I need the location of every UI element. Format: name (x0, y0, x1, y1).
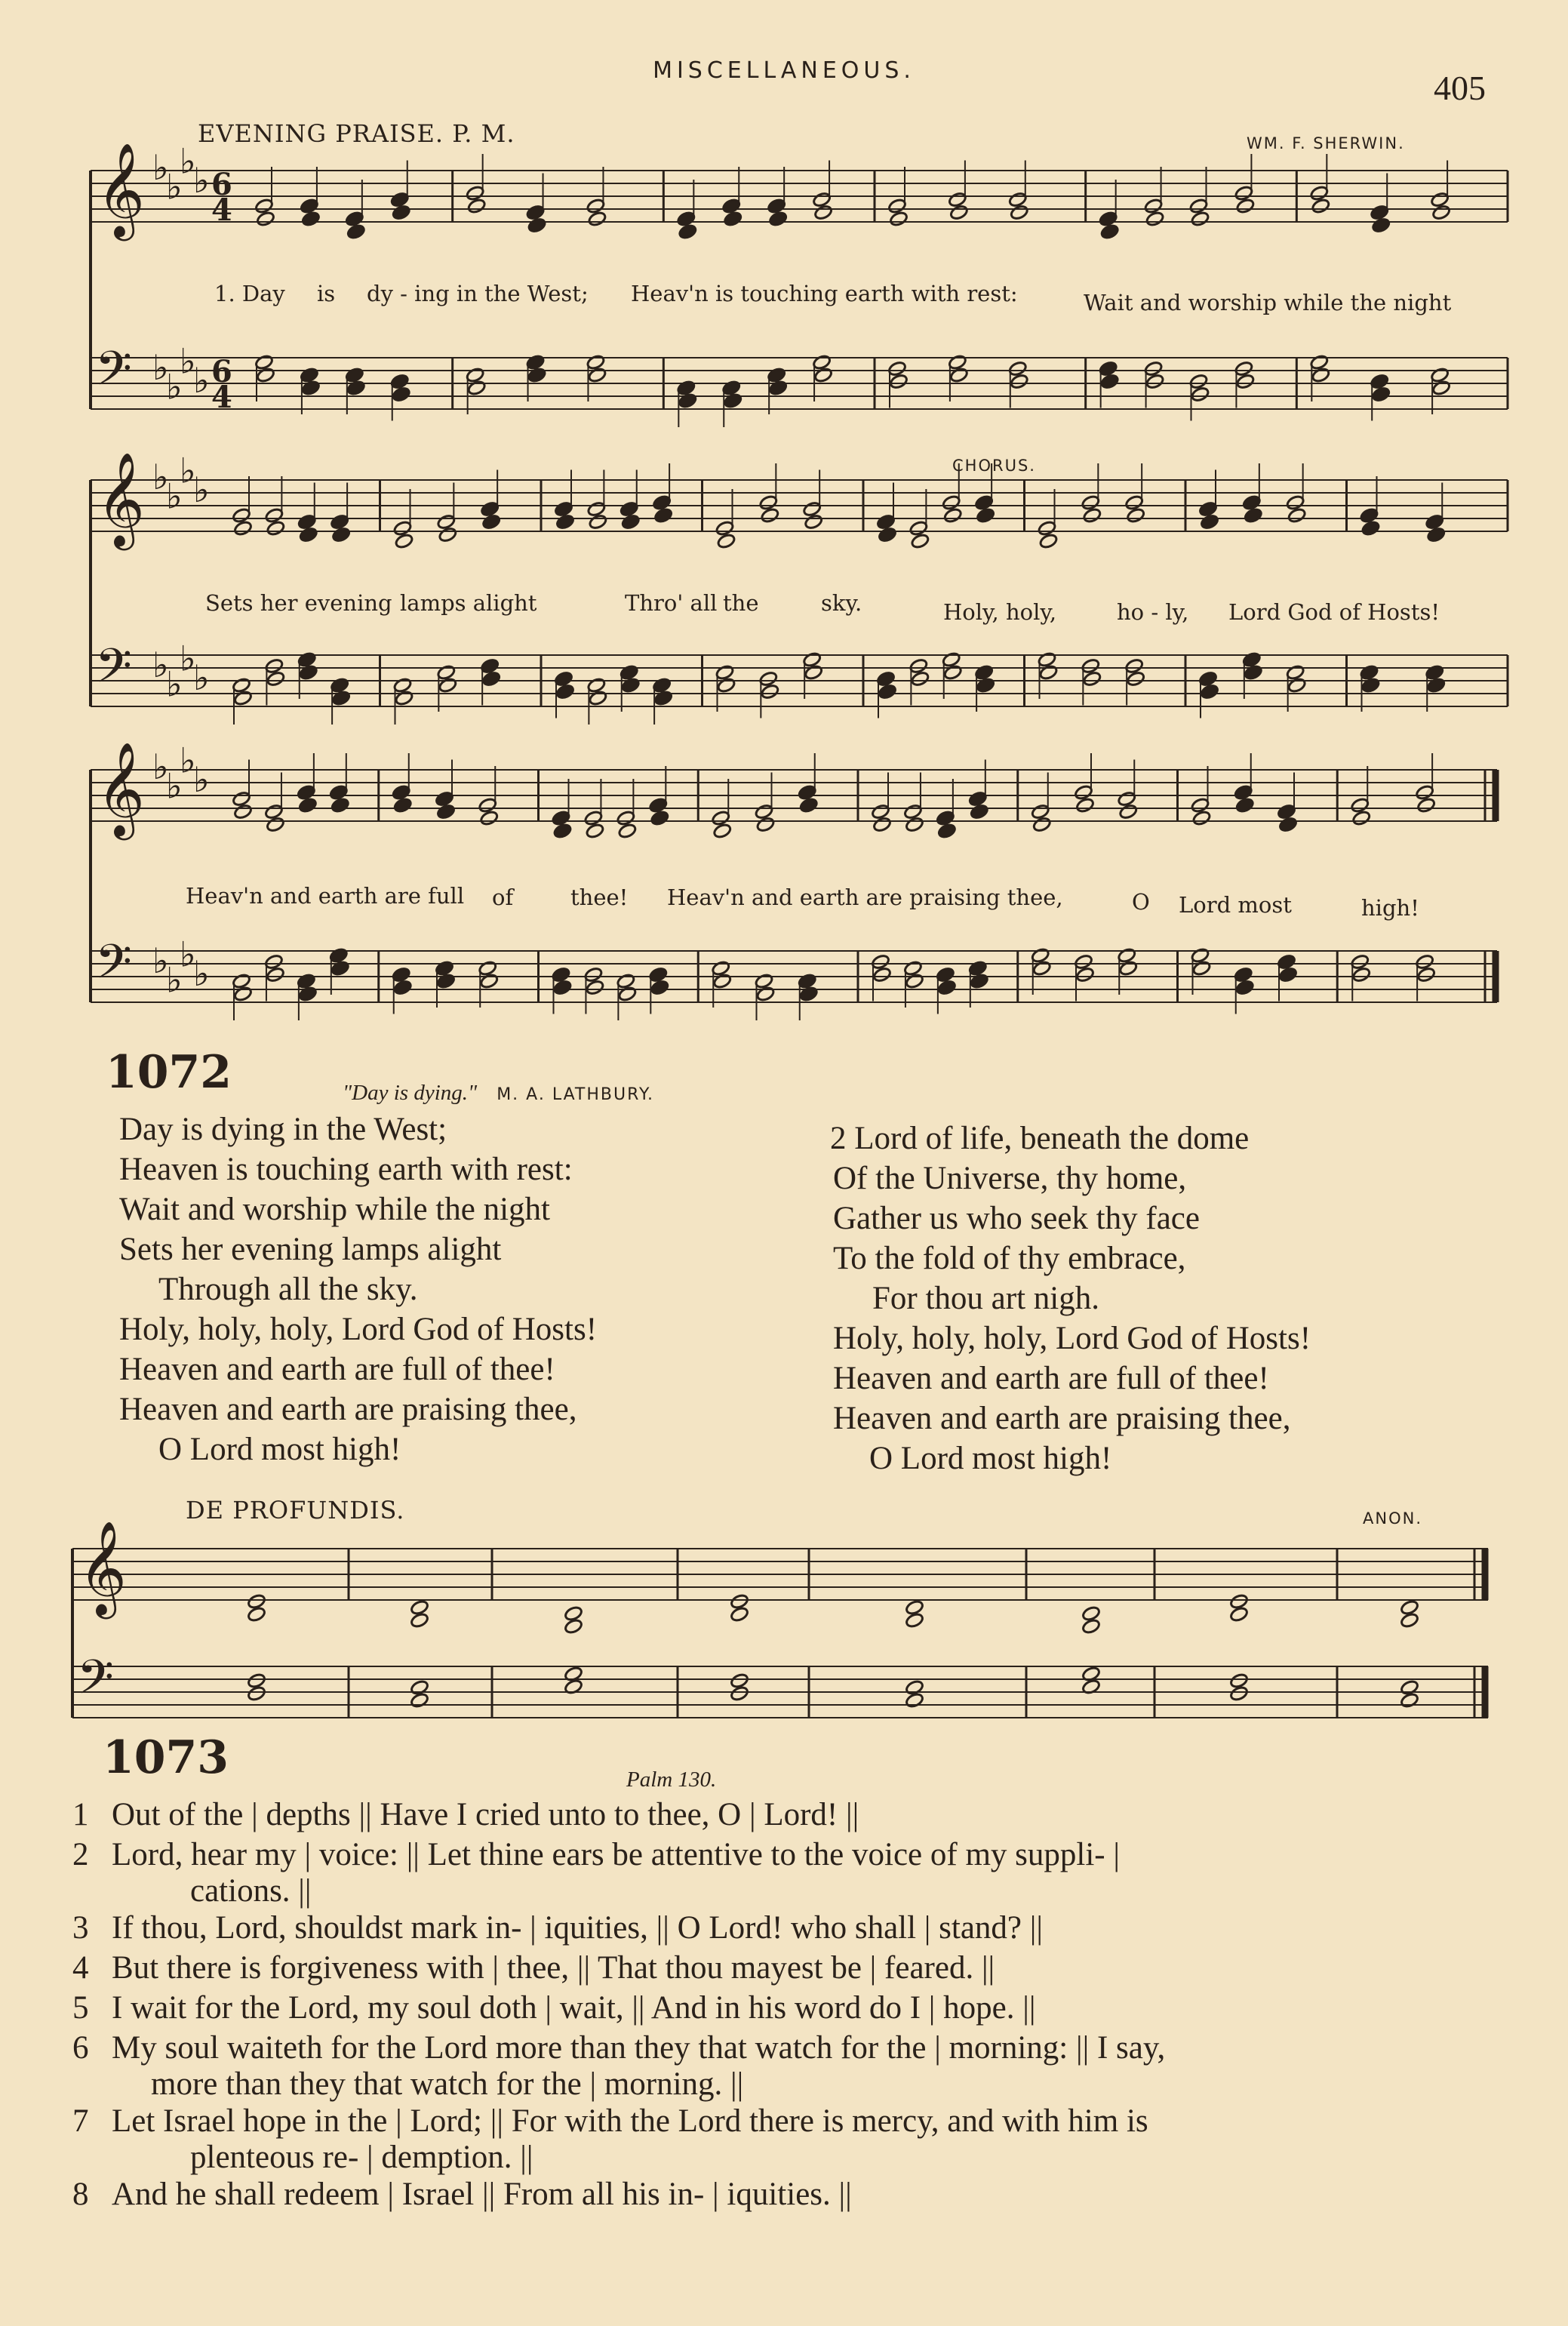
note-head (804, 514, 823, 531)
note-head (393, 980, 413, 996)
note-head (650, 980, 669, 996)
note-head (976, 507, 995, 524)
note-head (1100, 374, 1120, 390)
note-head (298, 986, 318, 1002)
chant-verse: 5 I wait for the Lord, my soul doth | wait, || And in his word do I | hope. || (72, 1990, 1036, 2026)
treble-clef-icon: 𝄞 (97, 742, 145, 836)
note-head (943, 664, 963, 681)
note-head (266, 817, 285, 833)
note-head (564, 1618, 583, 1635)
lyric-2-g: ho - ly, (1117, 599, 1189, 625)
note-head (970, 973, 989, 989)
lyric-3-b: of (492, 885, 514, 910)
note-head (1400, 1692, 1419, 1709)
lyric-1-c: dy - ing in the West; (367, 281, 589, 306)
note-head (588, 211, 607, 227)
chant-verses (72, 1795, 1165, 2214)
note-head (910, 533, 930, 549)
note-head (799, 986, 819, 1002)
note-head (564, 1605, 583, 1622)
note-head (617, 823, 637, 839)
stanza-1 (119, 1109, 597, 1469)
note-head (266, 967, 285, 983)
hymn-1072-author: M. A. LATHBURY. (497, 1085, 654, 1104)
note-head (976, 677, 995, 694)
note-head (331, 797, 350, 814)
time-signature-numerator: 6 (211, 167, 232, 202)
note-head (937, 980, 957, 996)
note-head (1416, 797, 1436, 814)
note-head (804, 664, 823, 681)
flat-icon: ♭ (152, 457, 169, 497)
note-head (653, 690, 673, 706)
note-head (1039, 533, 1059, 549)
stanza-2 (830, 1118, 1311, 1478)
stanza-2-line: Gather us who seek thy face (833, 1201, 1200, 1236)
note-head (588, 514, 607, 531)
note-head (756, 986, 776, 1002)
flat-icon: ♭ (180, 934, 196, 975)
note-head (1082, 507, 1102, 524)
note-head (1371, 386, 1391, 403)
note-head (256, 211, 275, 227)
hymn-number-1073: 1073 (103, 1731, 229, 1784)
note-head (1351, 967, 1371, 983)
note-head (588, 690, 607, 706)
note-head (1278, 967, 1298, 983)
stanza-2-line: Holy, holy, holy, Lord God of Hosts! (833, 1321, 1311, 1356)
chant-verse-continued: plenteous re- | demption. || (190, 2140, 533, 2175)
stanza-1-line: Day is dying in the West; (119, 1112, 447, 1147)
note-head (760, 684, 779, 700)
flat-icon: ♭ (180, 340, 196, 382)
note-head (1075, 797, 1095, 814)
note-head (247, 1593, 266, 1610)
note-head (1145, 374, 1165, 390)
note-head (905, 1599, 924, 1616)
note-head (1235, 198, 1255, 214)
note-head (256, 367, 275, 383)
note-head (799, 797, 819, 814)
stanza-2-line: To the fold of thy embrace, (833, 1241, 1186, 1276)
note-head (1200, 514, 1219, 531)
lyric-3-d: Heav'n and earth are praising thee, (667, 885, 1063, 910)
note-head (1400, 1612, 1419, 1629)
lyric-2-c: Thro' all (625, 590, 718, 616)
note-head (410, 1599, 429, 1616)
note-head (905, 1679, 924, 1696)
section-header: MISCELLANEOUS. (653, 57, 915, 84)
note-head (712, 973, 732, 989)
note-head (1075, 967, 1095, 983)
note-head (1400, 1599, 1419, 1616)
stanza-1-line: Heaven is touching earth with rest: (119, 1152, 573, 1187)
lyric-2-a: Sets her evening (205, 590, 392, 616)
stanza-1-line: O Lord most high! (158, 1432, 401, 1467)
lyric-3-f: Lord most (1179, 892, 1292, 918)
note-head (678, 223, 697, 240)
tune-composer-anon: ANON. (1363, 1509, 1422, 1528)
note-head (1431, 205, 1451, 221)
note-head (889, 211, 909, 227)
note-head (331, 527, 351, 543)
note-head (527, 367, 547, 383)
note-head (331, 690, 351, 706)
note-head (1145, 211, 1165, 227)
note-head (756, 817, 776, 833)
time-signature-numerator: 6 (211, 354, 232, 389)
flat-icon: ♭ (166, 366, 183, 408)
note-head (1287, 507, 1307, 524)
stanza-2-line: Heaven and earth are praising thee, (833, 1401, 1291, 1436)
note-head (910, 671, 930, 688)
bass-clef-icon: 𝄢 (95, 638, 132, 705)
stanza-1-line: Holy, holy, holy, Lord God of Hosts! (119, 1312, 598, 1347)
flat-icon: ♭ (166, 959, 183, 1001)
note-head (1010, 205, 1029, 221)
note-head (1361, 677, 1381, 694)
note-head (1081, 1605, 1101, 1622)
stanza-2-line: O Lord most high! (869, 1441, 1112, 1476)
stanza-2-line: For thou art nigh. (872, 1281, 1099, 1316)
note-head (653, 507, 673, 524)
flat-icon: ♭ (166, 475, 183, 517)
note-head (467, 198, 487, 214)
note-head (392, 386, 411, 403)
note-head (438, 677, 457, 694)
lyric-2-e: sky. (821, 590, 862, 616)
note-head (1192, 960, 1212, 977)
note-head (1118, 804, 1138, 820)
note-head (555, 514, 575, 531)
tune-title-evening-praise: EVENING PRAISE. P. M. (198, 119, 515, 148)
lyric-1-e: Wait and worship while the night (1084, 290, 1452, 315)
note-head (617, 986, 637, 1002)
note-head (299, 664, 318, 681)
lyric-2-b: lamps alight (400, 590, 537, 616)
flat-icon: ♭ (152, 746, 169, 787)
note-head (586, 823, 605, 839)
note-head (1200, 684, 1219, 700)
bass-clef-icon: 𝄢 (77, 1649, 114, 1716)
flat-icon: ♭ (180, 450, 196, 491)
flat-icon: ♭ (193, 160, 210, 201)
flat-icon: ♭ (166, 166, 183, 208)
flat-icon: ♭ (152, 347, 169, 388)
chant-verse: 4 But there is forgiveness with | thee, || That thou mayest be | feared. || (72, 1950, 995, 1986)
note-head (479, 810, 499, 826)
flat-icon: ♭ (166, 765, 183, 807)
flat-icon: ♭ (152, 645, 169, 685)
lyric-2-h: Lord God of Hosts! (1228, 599, 1440, 625)
note-head (1311, 367, 1330, 383)
time-signature-denominator: 4 (211, 192, 232, 228)
note-head (905, 1612, 924, 1629)
stanza-1-line: Heaven and earth are full of thee! (119, 1352, 555, 1387)
note-head (1039, 664, 1059, 681)
note-head (1426, 527, 1446, 543)
treble-clef-icon: 𝄞 (78, 1521, 127, 1615)
note-head (878, 684, 897, 700)
treble-clef-icon: 𝄞 (97, 143, 145, 237)
note-head (331, 960, 350, 977)
note-head (1235, 797, 1255, 814)
note-head (301, 211, 321, 227)
note-head (1287, 677, 1307, 694)
note-head (943, 507, 963, 524)
note-head (247, 1672, 266, 1689)
flat-icon: ♭ (193, 360, 210, 401)
note-head (813, 367, 833, 383)
note-head (479, 973, 499, 989)
lyric-3-g: high! (1361, 895, 1419, 921)
note-head (1032, 817, 1052, 833)
note-head (298, 797, 318, 814)
note-head (768, 211, 788, 227)
chant-verse-continued: cations. || (190, 1873, 312, 1909)
note-head (467, 380, 487, 396)
note-head (1400, 1679, 1419, 1696)
note-head (393, 797, 413, 814)
note-head (410, 1679, 429, 1696)
tune-composer-sherwin: WM. F. SHERWIN. (1247, 134, 1405, 152)
note-head (436, 973, 456, 989)
note-head (247, 1685, 266, 1702)
note-head (586, 980, 605, 996)
note-head (905, 973, 924, 989)
lyric-3-a: Heav'n and earth are full (186, 883, 465, 909)
note-head (1191, 211, 1210, 227)
chant-verse: 8 And he shall redeem | Israel || From all his in- | iquities. || (72, 2177, 852, 2212)
note-head (438, 527, 457, 543)
note-head (1278, 817, 1298, 833)
note-head (872, 817, 892, 833)
stanza-1-line: Heaven and earth are praising thee, (119, 1392, 577, 1427)
note-head (889, 374, 909, 390)
note-head (712, 823, 732, 839)
flat-icon: ♭ (193, 657, 210, 698)
hymn-1073-source: Palm 130. (626, 1768, 717, 1792)
stanza-1-line: Wait and worship while the night (119, 1192, 550, 1227)
note-head (1416, 967, 1436, 983)
time-signature-denominator: 4 (211, 380, 232, 415)
note-head (1361, 520, 1381, 537)
treble-clef-icon: 𝄞 (97, 452, 145, 546)
lyric-1-a: 1. Day (214, 281, 285, 306)
bass-clef-icon: 𝄢 (95, 934, 132, 1001)
stanza-2-line: Of the Universe, thy home, (833, 1161, 1187, 1196)
note-head (937, 823, 957, 839)
note-head (621, 677, 641, 694)
note-head (233, 520, 253, 537)
note-head (717, 677, 736, 694)
note-head (395, 533, 414, 549)
flat-icon: ♭ (152, 940, 169, 981)
note-head (346, 380, 366, 396)
note-head (481, 514, 501, 531)
flat-icon: ♭ (193, 469, 210, 510)
note-head (1191, 386, 1210, 403)
note-head (1426, 677, 1446, 694)
note-head (760, 507, 779, 524)
note-head (1431, 380, 1451, 396)
note-head (723, 392, 742, 409)
note-head (1235, 980, 1255, 996)
note-head (678, 392, 697, 409)
chorus-label: CHORUS. (952, 457, 1036, 475)
note-head (1235, 374, 1255, 390)
note-head (436, 804, 456, 820)
note-head (1229, 1672, 1249, 1689)
note-head (905, 817, 924, 833)
note-head (1126, 671, 1145, 688)
note-head (813, 205, 833, 221)
note-head (266, 671, 285, 688)
hymn-1072-credit (343, 1081, 654, 1106)
note-head (346, 223, 366, 240)
note-head (299, 527, 318, 543)
stanza-2-line: Heaven and earth are full of thee! (833, 1361, 1269, 1396)
note-head (553, 980, 573, 996)
note-head (1192, 810, 1212, 826)
note-head (768, 380, 788, 396)
note-head (266, 520, 285, 537)
note-head (621, 514, 641, 531)
note-head (233, 804, 253, 820)
note-head (247, 1606, 266, 1623)
flat-icon: ♭ (193, 953, 210, 994)
lyric-3-c: thee! (570, 885, 629, 910)
note-head (730, 1685, 749, 1702)
note-head (527, 217, 547, 234)
chant-verse: 2 Lord, hear my | voice: || Let thine ears be attentive to the voice of my suppli- | (72, 1837, 1120, 1872)
note-head (878, 527, 897, 543)
note-head (392, 205, 411, 221)
note-head (1311, 198, 1330, 214)
note-head (1244, 664, 1263, 681)
chant-verse: 6 My soul waiteth for the Lord more than they that watch for the | morning: || I say, (72, 2030, 1166, 2066)
note-head (730, 1593, 749, 1610)
chant-verse-continued: more than they that watch for the | morning. || (151, 2066, 744, 2102)
note-head (481, 671, 501, 688)
note-head (723, 211, 742, 227)
note-head (1118, 960, 1138, 977)
flat-icon: ♭ (166, 663, 183, 705)
chant-verse: 3 If thou, Lord, shouldst mark in- | iquities, || O Lord! who shall | stand? || (72, 1910, 1043, 1946)
note-head (588, 367, 607, 383)
chant-verse: 7 Let Israel hope in the | Lord; || For with the Lord there is mercy, and with him is (72, 2103, 1148, 2139)
note-head (395, 690, 414, 706)
stanza-2-line: 2 Lord of life, beneath the dome (830, 1121, 1250, 1156)
note-head (555, 684, 575, 700)
note-head (1126, 507, 1145, 524)
note-head (730, 1672, 749, 1689)
note-head (1082, 671, 1102, 688)
chant-verse: 1 Out of the | depths || Have I cried unto to thee, O | Lord! || (72, 1797, 859, 1832)
lyric-2-f: Holy, holy, (943, 599, 1057, 625)
note-head (730, 1606, 749, 1623)
note-head (233, 986, 253, 1002)
note-head (233, 690, 253, 706)
note-head (1371, 217, 1391, 234)
page-number: 405 (1434, 69, 1486, 107)
note-head (905, 1692, 924, 1709)
stanza-1-line: Sets her evening lamps alight (119, 1232, 502, 1267)
hymn-number-1072: 1072 (106, 1046, 232, 1099)
lyric-2-d: the (723, 590, 759, 616)
note-head (1229, 1606, 1249, 1623)
flat-icon: ♭ (180, 740, 196, 781)
lyric-1-b: is (317, 281, 336, 306)
note-head (717, 533, 736, 549)
note-head (1081, 1618, 1101, 1635)
note-head (949, 205, 969, 221)
note-head (949, 367, 969, 383)
lyric-1-d: Heav'n is touching earth with rest: (631, 281, 1018, 306)
flat-icon: ♭ (152, 147, 169, 188)
note-head (872, 967, 892, 983)
note-head (1229, 1593, 1249, 1610)
note-head (1244, 507, 1263, 524)
note-head (410, 1692, 429, 1709)
note-head (1100, 223, 1120, 240)
note-head (553, 823, 573, 839)
hymn-1072-title: "Day is dying." (343, 1081, 478, 1105)
note-head (1229, 1685, 1249, 1702)
note-head (1351, 810, 1371, 826)
note-head (970, 804, 989, 820)
note-head (1032, 960, 1052, 977)
note-head (410, 1612, 429, 1629)
stanza-1-line: Through all the sky. (158, 1272, 418, 1307)
note-head (650, 810, 669, 826)
tune-title-de-profundis: DE PROFUNDIS. (186, 1496, 405, 1525)
flat-icon: ♭ (180, 140, 196, 182)
bass-clef-icon: 𝄢 (95, 340, 132, 408)
lyric-3-e: O (1132, 889, 1150, 915)
note-head (301, 380, 321, 396)
note-head (1010, 374, 1029, 390)
flat-icon: ♭ (180, 638, 196, 679)
flat-icon: ♭ (193, 759, 210, 800)
